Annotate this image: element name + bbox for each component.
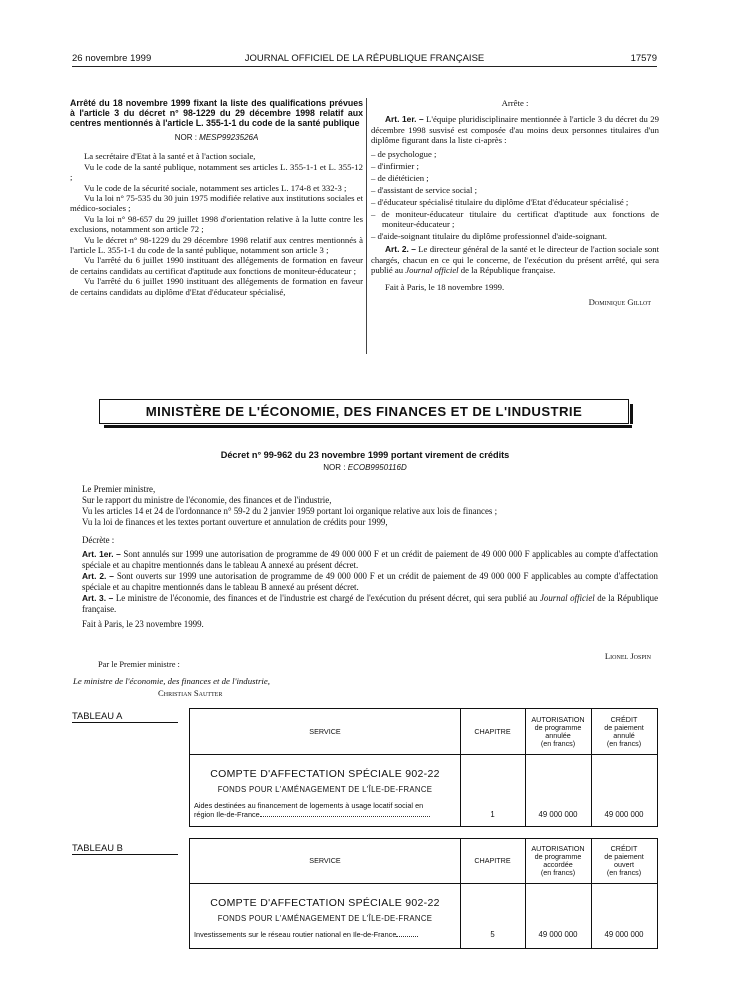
arrete-visa: Vu le décret n° 98-1229 du 29 décembre 1998 relatif aux centres mentionnés à l'article L. 355-1-1 du code de la santé publique, notamment son article 3 ; bbox=[70, 234, 363, 256]
decret-art3-text: Le ministre de l'économie, des finances et de l'industrie est chargé de l'exécution du présent décret, qui sera publié au bbox=[115, 593, 540, 603]
compte-title: COMPTE D'AFFECTATION SPÉCIALE 902-22 bbox=[210, 768, 440, 780]
header-page-number: 17579 bbox=[630, 53, 657, 64]
list-item: – de diététicien ; bbox=[371, 172, 429, 183]
list-item: – d'assistant de service social ; bbox=[371, 184, 478, 195]
decret-signature: Lionel Jospin bbox=[604, 651, 651, 661]
list-item: – d'infirmier ; bbox=[371, 160, 419, 171]
decret-intro-line: Sur le rapport du ministre de l'économie, des finances et de l'industrie, bbox=[82, 495, 332, 505]
decret-nor-code: ECOB9950116D bbox=[347, 463, 407, 472]
arrete-visa: Vu l'arrêté du 6 juillet 1990 instituant des allégements de formation en faveur de certains candidats au diplôme d'Etat d'éducateur spécialisé, bbox=[70, 276, 363, 297]
col-header-service: SERVICE bbox=[309, 726, 341, 736]
header-date: 26 novembre 1999 bbox=[72, 53, 152, 64]
decret-article-3 bbox=[82, 593, 658, 615]
fonds-title: FONDS POUR L'AMÉNAGEMENT DE L'ÎLE-DE-FRANCE bbox=[217, 914, 433, 923]
by-prime-minister: Par le Premier ministre : bbox=[98, 660, 180, 669]
decret-title: Décret n° 99-962 du 23 novembre 1999 portant virement de crédits bbox=[220, 450, 510, 460]
arrete-visa: Vu la loi n° 98-657 du 29 juillet 1998 d'orientation relative à la lutte contre les exclusions, notamment son article 72 ; bbox=[70, 213, 363, 235]
decret-art3-text-end: de la République française. bbox=[82, 593, 659, 614]
col-header-chapitre: CHAPITRE bbox=[474, 726, 511, 736]
decret-intro-line: Vu les articles 14 et 24 de l'ordonnance n° 59-2 du 2 janvier 1959 portant loi organique relative aux lois de finances ; bbox=[82, 506, 498, 516]
decret-intro-line: Le Premier ministre, bbox=[82, 484, 156, 494]
arrete-art2-text: Le directeur général de la santé et le directeur de l'action sociale sont chargés, chacun en ce qui le concerne, de l'exécution du présent arrêté, qui sera publié au bbox=[371, 244, 660, 276]
arrete-nor bbox=[70, 133, 363, 143]
header-journal-title: JOURNAL OFFICIEL DE LA RÉPUBLIQUE FRANÇAISE bbox=[244, 53, 485, 64]
decret-art3-journal: Journal officiel bbox=[539, 593, 595, 603]
decret-intro-line: Vu la loi de finances et les textes portant ouverture et annulation de crédits pour 1999, bbox=[82, 517, 388, 527]
arrete-nor-code: MESP9923526A bbox=[199, 133, 259, 142]
table-cell-chapitre: 5 bbox=[490, 930, 495, 939]
compte-title: COMPTE D'AFFECTATION SPÉCIALE 902-22 bbox=[210, 897, 440, 909]
decret-article-1 bbox=[82, 549, 658, 571]
ministry-banner bbox=[99, 399, 629, 424]
minister-title: Le ministre de l'économie, des finances et de l'industrie, bbox=[73, 676, 270, 686]
arrete-nor-label: NOR : bbox=[174, 133, 197, 142]
list-item: – d'éducateur spécialisé titulaire du diplôme d'Etat d'éducateur spécialisé ; bbox=[371, 196, 629, 207]
decret-nor bbox=[70, 463, 660, 472]
arrete-art2-label: Art. 2. – bbox=[385, 244, 416, 255]
col-header-credit: CRÉDIT de paiement annulé (en francs) bbox=[604, 714, 644, 748]
decret-body bbox=[82, 484, 658, 630]
tableau-b bbox=[189, 838, 658, 949]
decret-art2-text: Sont ouverts sur 1999 une autorisation de programme de 49 000 000 F et un crédit de paiement de 49 000 000 F applicables au compte d'affectation spéciale et au chapitre mentionnés dans le tableau B annexé au présent décret. bbox=[82, 571, 658, 592]
table-cell-credit: 49 000 000 bbox=[604, 810, 644, 819]
table-row-description: Aides destinées au financement de logements à usage locatif social en région Ile-de-France bbox=[194, 801, 456, 819]
arrete-done-at: Fait à Paris, le 18 novembre 1999. bbox=[385, 281, 505, 292]
arrete-visa: Vu la loi n° 75-535 du 30 juin 1975 modifiée relative aux institutions sociales et médico-sociales ; bbox=[70, 193, 363, 214]
decret-art1-text: Sont annulés sur 1999 une autorisation de programme de 49 000 000 F et un crédit de paiement de 49 000 000 F applicables au compte d'affectation spéciale et au chapitre mentionnés dans le tableau A annexé au présent décret. bbox=[82, 549, 658, 570]
tableau-b-label: TABLEAU B bbox=[72, 842, 178, 855]
header-rule bbox=[72, 66, 657, 67]
arrete-word: Arrête : bbox=[501, 98, 529, 108]
decret-article-2 bbox=[82, 571, 658, 593]
col-header-autorisation: AUTORISATION de programme annulée (en francs) bbox=[531, 714, 585, 748]
arrete-art2-text-end: de la République française. bbox=[458, 265, 556, 276]
list-item: – de psychologue ; bbox=[371, 148, 437, 159]
decret-art2-label: Art. 2. – bbox=[82, 571, 114, 581]
arrete-article-2 bbox=[371, 244, 659, 275]
arrete-right-column bbox=[371, 98, 659, 307]
table-cell-autorisation: 49 000 000 bbox=[538, 930, 578, 939]
tableau-a-label: TABLEAU A bbox=[72, 710, 178, 723]
column-divider bbox=[366, 98, 367, 354]
col-header-service: SERVICE bbox=[309, 856, 341, 865]
arrete-visa: Vu le code de la santé publique, notamment ses articles L. 355-1-1 et L. 355-12 ; bbox=[70, 161, 363, 183]
arrete-title: Arrêté du 18 novembre 1999 fixant la liste des qualifications prévues à l'article 3 du décret n° 98-1229 du 29 décembre 1998 relatif aux centres mentionnés à l'article L. 355-1-1 du code de la santé publique bbox=[70, 98, 363, 128]
col-header-credit: CRÉDIT de paiement ouvert (en francs) bbox=[604, 844, 644, 877]
minister-name: Christian Sautter bbox=[158, 688, 223, 698]
decrete-word: Décrète : bbox=[82, 535, 115, 545]
col-header-chapitre: CHAPITRE bbox=[474, 856, 511, 865]
decret-done-at: Fait à Paris, le 23 novembre 1999. bbox=[82, 619, 204, 629]
decret-art3-label: Art. 3. – bbox=[82, 593, 114, 603]
fonds-title: FONDS POUR L'AMÉNAGEMENT DE L'ÎLE-DE-FRANCE bbox=[217, 785, 433, 794]
tableau-a bbox=[189, 708, 658, 827]
arrete-intro: La secrétaire d'Etat à la santé et à l'action sociale, bbox=[84, 151, 256, 162]
arrete-visa: Vu l'arrêté du 6 juillet 1990 instituant des allégements de formation en faveur de certains candidats au certificat d'aptitude aux fonctions de moniteur-éducateur ; bbox=[70, 255, 363, 276]
arrete-signature: Dominique Gillot bbox=[588, 297, 651, 308]
table-cell-chapitre: 1 bbox=[490, 810, 495, 819]
qualification-list bbox=[371, 149, 659, 242]
running-header bbox=[72, 53, 657, 67]
arrete-article-1 bbox=[371, 114, 659, 145]
decret-nor-label: NOR : bbox=[323, 463, 346, 472]
list-item: – d'aide-soignant titulaire du diplôme professionnel d'aide-soignant. bbox=[371, 231, 607, 242]
col-header-autorisation: AUTORISATION de programme accordée (en francs) bbox=[531, 844, 585, 877]
arrete-visa: Vu le code de la sécurité sociale, notamment ses articles L. 174-8 et 332-3 ; bbox=[84, 182, 347, 193]
table-cell-autorisation: 49 000 000 bbox=[538, 810, 578, 819]
table-cell-credit: 49 000 000 bbox=[604, 930, 644, 939]
arrete-art2-journal: Journal officiel bbox=[405, 265, 459, 276]
arrete-art1-label: Art. 1er. – bbox=[385, 114, 424, 125]
list-item: – de moniteur-éducateur titulaire du certificat d'aptitude aux fonctions de moniteur-éducateur ; bbox=[371, 208, 659, 230]
arrete-art1-text: L'équipe pluridisciplinaire mentionnée à l'article 3 du décret du 29 décembre 1998 susvisé est composée d'au moins deux personnes titulaires d'un diplôme figurant dans la liste ci-après : bbox=[371, 114, 659, 146]
decret-art1-label: Art. 1er. – bbox=[82, 549, 121, 559]
arrete-left-column bbox=[70, 98, 363, 297]
table-row-description: Investissements sur le réseau routier national en Ile-de-France bbox=[194, 930, 456, 939]
ministry-title: MINISTÈRE DE L'ÉCONOMIE, DES FINANCES ET DE L'INDUSTRIE bbox=[145, 404, 583, 419]
